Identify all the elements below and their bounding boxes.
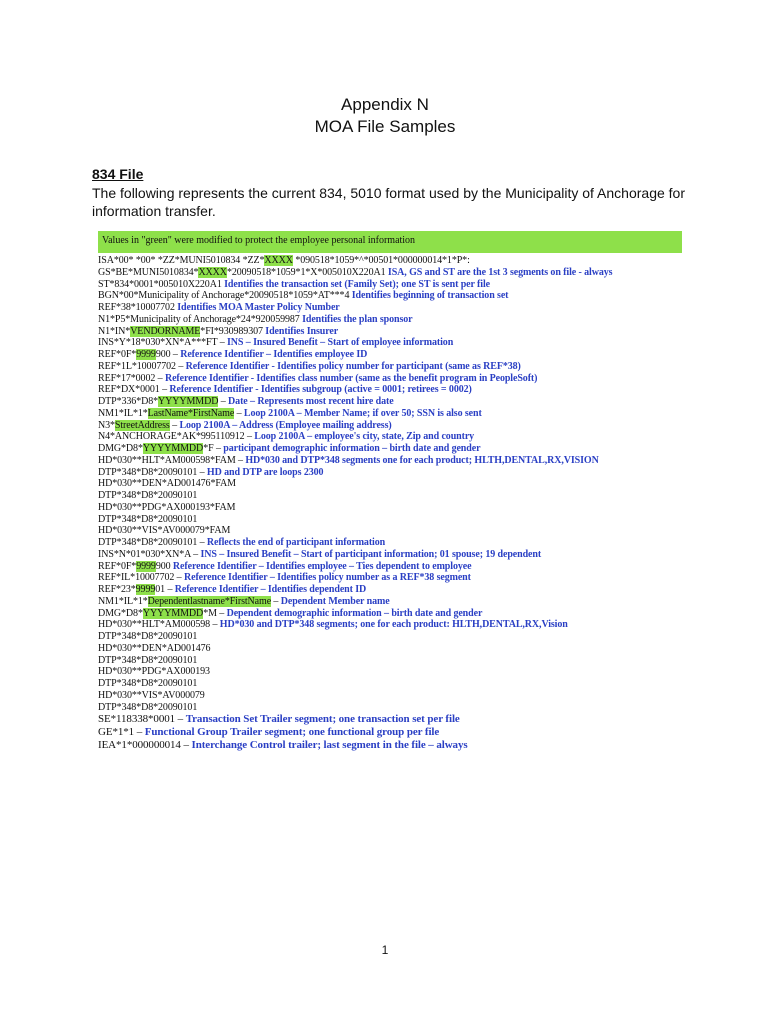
edi-line [98,267,684,279]
edi-line [98,443,684,455]
edi-segment: INS*N*01*030*XN*A – [98,548,201,560]
segment-annotation: Loop 2100A – employee's city, state, Zip and country [254,431,475,443]
segment-annotation: Dependent Member name [280,595,390,607]
edi-line [98,690,684,702]
edi-line [98,525,684,537]
edi-segment: HD*030**PDG*AX000193*FAM [98,501,236,513]
edi-line [98,478,684,490]
edi-line [98,702,684,714]
edi-line [98,337,684,349]
edi-segment: REF*IL*10007702 – [98,572,184,584]
edi-segment: HD*030**HLT*AM000598 – [98,619,220,631]
segment-annotation: INS – Insured Benefit – Start of participant information; 01 spouse; 19 dependent [200,548,542,560]
section-description: The following represents the current 834, 5010 format used by the Municipality of Anchorage for information transfer. [92,185,686,219]
redacted-value: LastName*FirstName [147,407,235,419]
section-834 [92,166,692,220]
segment-annotation: Identifies the plan sponsor [302,313,413,325]
segment-annotation: Dependent demographic information – birth date and gender [226,607,483,619]
edi-line [98,302,684,314]
segment-annotation: Reference Identifier - Identifies class number (same as the benefit program in PeopleSoft) [164,372,538,384]
edi-line [98,666,684,678]
edi-segment: HD*030**HLT*AM000598*FAM – [98,454,246,466]
edi-segment: REF*17*0002 – [98,372,165,384]
edi-line [98,561,684,573]
edi-segment: DMG*D8* [98,607,143,619]
edi-line [98,726,684,739]
edi-line [98,643,684,655]
segment-annotation: Identifies beginning of transaction set [351,290,509,302]
edi-segment: N4*ANCHORAGE*AK*995110912 – [98,431,255,443]
segment-annotation: Identifies the transaction set (Family Set); one ST is sent per file [224,278,490,290]
edi-segment: DTP*348*D8*20090101 [98,490,198,501]
edi-line [98,290,684,302]
edi-segment: REF*0F* [98,560,137,572]
edi-segment: *F – [203,443,224,454]
edi-segment: NM1*IL*1* [98,595,148,607]
edi-segment: INS*Y*18*030*XN*A***FT – [98,337,227,349]
edi-segment: REF*38*10007702 [98,302,178,313]
edi-segment: 900 – [155,349,181,360]
redacted-value: StreetAddress [114,419,170,431]
edi-line [98,408,684,420]
segment-annotation: Reference Identifier – Identifies policy number as a REF*38 segment [183,572,471,584]
segment-annotation: Identifies MOA Master Policy Number [177,302,340,313]
edi-line [98,514,684,526]
edi-segment: HD*030**PDG*AX000193 [98,666,210,678]
edi-segment: *090518*1059*^*00501*000000014*1*P*: [292,255,470,266]
edi-line [98,255,684,267]
edi-segment: *FI*930989307 [200,325,266,337]
redacted-value: XXXX [198,266,227,278]
edi-segment: HD*030**DEN*AD001476*FAM [98,478,236,490]
edi-line [98,384,684,396]
edi-segment: GE*1*1 – [98,726,145,739]
segment-annotation: Reference Identifier – Identifies dependent ID [174,584,367,595]
segment-annotation: Reference Identifier – Identifies employee ID [180,349,368,360]
edi-segment: NM1*IL*1* [98,407,148,419]
redacted-value: Dependentlastname*FirstName [147,595,272,607]
edi-line [98,361,684,373]
edi-segment: – [271,595,281,607]
segment-annotation: participant demographic information – birth date and gender [223,443,481,454]
edi-segment: BGN*00*Municipality of Anchorage*20090518*1059*AT***4 [98,290,352,302]
redacted-value: 9999 [135,584,156,595]
edi-segment: IEA*1*000000014 – [98,739,192,752]
edi-line [98,572,684,584]
appendix-label: Appendix N [341,95,429,114]
edi-segment: – [169,419,180,431]
edi-line [98,490,684,502]
edi-segment: 900 [155,560,173,572]
edi-line [98,713,684,726]
edi-line [98,739,684,752]
edi-segment: DTP*348*D8*20090101 – [98,466,207,478]
edi-segment: DTP*336*D8* [98,396,159,407]
edi-line [98,537,684,549]
edi-line [98,349,684,361]
edi-line [98,326,684,338]
edi-line [98,455,684,467]
segment-annotation: Reference Identifier - Identifies subgroup (active = 0001; retirees = 0002) [169,384,472,396]
edi-segment: DTP*348*D8*20090101 [98,654,198,666]
edi-segment: DTP*348*D8*20090101 [98,678,198,689]
edi-line [98,420,684,432]
edi-segment: *20090518*1059*1*X*005010X220A1 [226,266,388,278]
segment-annotation: Identifies Insurer [265,325,339,337]
segment-annotation: Reflects the end of participant information [206,537,386,548]
segment-annotation: Reference Identifier – Identifies employee – Ties dependent to employee [172,560,472,572]
edi-segment: ISA*00* *00* *ZZ*MUNI5010834 *ZZ* [98,255,265,266]
edi-segment: SE*118338*0001 – [98,713,186,726]
edi-segment: DTP*348*D8*20090101 [98,631,198,642]
segment-annotation: Date – Represents most recent hire date [228,396,394,407]
redacted-value: 9999 [136,349,156,360]
sample-notice: Values in "green" were modified to protect the employee personal information [98,231,682,253]
redacted-value: YYYYMMDD [142,443,204,454]
segment-annotation: Transaction Set Trailer segment; one transaction set per file [185,713,460,726]
edi-segment: – [218,396,229,407]
edi-segment: HD*030**VIS*AV000079*FAM [98,525,231,537]
segment-annotation: ISA, GS and ST are the 1st 3 segments on file - always [387,266,613,278]
segment-annotation: HD*030 and DTP*348 segments; one for each product: HLTH,DENTAL,RX,Vision [219,619,568,631]
segment-annotation: Reference Identifier - Identifies policy number for participant (same as REF*38) [185,360,521,372]
edi-line [98,314,684,326]
page-title [0,94,770,138]
edi-segment: REF*0F* [98,349,137,360]
edi-segment: REF*1L*10007702 – [98,360,186,372]
edi-segment: 01 – [155,584,175,595]
sample-lines [98,255,684,752]
edi-line [98,608,684,620]
edi-segment: N1*P5*Municipality of Anchorage*24*920059987 [98,313,303,325]
segment-annotation: HD and DTP are loops 2300 [206,466,324,478]
edi-segment: DTP*348*D8*20090101 [98,513,198,525]
document-title: MOA File Samples [314,117,456,136]
edi-segment: REF*23* [98,584,136,595]
segment-annotation: Loop 2100A – Member Name; if over 50; SSN is also sent [243,407,482,419]
edi-segment: N1*IN* [98,325,131,337]
edi-line [98,631,684,643]
edi-line [98,502,684,514]
segment-annotation: INS – Insured Benefit – Start of employee information [227,337,454,349]
redacted-value: YYYYMMDD [158,396,219,407]
edi-segment: GS*BE*MUNI5010834* [98,266,199,278]
edi-segment: DTP*348*D8*20090101 [98,701,198,713]
segment-annotation: Loop 2100A – Address (Employee mailing address) [179,419,392,431]
edi-segment: ST*834*0001*005010X220A1 [98,278,225,290]
edi-line [98,596,684,608]
edi-segment: N3* [98,419,115,431]
edi-line [98,279,684,291]
segment-annotation: Interchange Control trailer; last segment in the file – always [191,739,468,752]
edi-line [98,373,684,385]
edi-segment: REF*DX*0001 – [98,384,170,396]
edi-line [98,467,684,479]
edi-line [98,584,684,596]
redacted-value: XXXX [264,255,293,266]
edi-line [98,549,684,561]
segment-annotation: HD*030 and DTP*348 segments one for each product; HLTH,DENTAL,RX,VISION [245,454,599,466]
redacted-value: 9999 [136,560,156,572]
redacted-value: YYYYMMDD [142,607,204,619]
edi-line [98,619,684,631]
edi-segment: *M – [203,607,227,619]
sample-file-image [98,231,684,752]
edi-line [98,396,684,408]
edi-line [98,678,684,690]
section-heading: 834 File [92,166,144,182]
redacted-value: VENDORNAME [130,325,201,337]
edi-segment: HD*030**DEN*AD001476 [98,642,211,654]
edi-segment: DMG*D8* [98,443,143,454]
edi-segment: – [234,407,244,419]
edi-segment: DTP*348*D8*20090101 – [98,537,207,548]
segment-annotation: Functional Group Trailer segment; one functional group per file [144,726,440,739]
edi-line [98,431,684,443]
edi-segment: HD*030**VIS*AV000079 [98,689,205,701]
page-number: 1 [381,943,389,957]
edi-line [98,655,684,667]
